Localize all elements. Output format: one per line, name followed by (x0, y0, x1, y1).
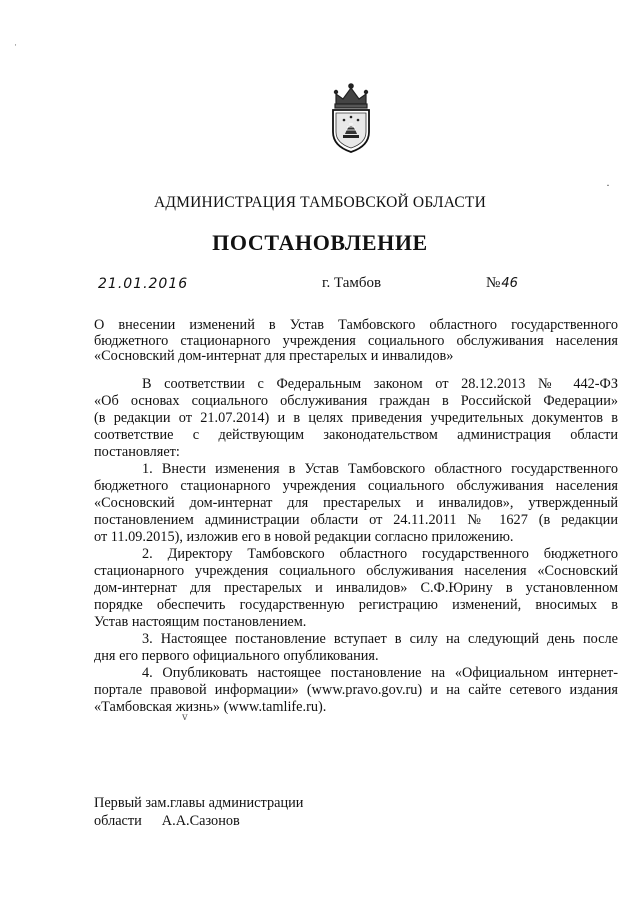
subject-line: бюджетного стационарного учреждения социального обслуживания населения (94, 332, 618, 349)
body-line: бюджетного стационарного учреждения социального обслуживания населения (94, 478, 618, 494)
body-line: Устав настоящим постановлением. (94, 614, 307, 630)
body-line: 3. Настоящее постановление вступает в силу на следующий день после (142, 631, 618, 647)
body-line: соответствие с действующим законодательством администрация области (94, 427, 618, 443)
document-type: ПОСТАНОВЛЕНИЕ (212, 230, 428, 255)
body-line: 4. Опубликовать настоящее постановление на «Официальном интернет- (142, 665, 618, 681)
body-line: В соответствии с Федеральным законом от 28.12.2013 № 442-ФЗ (142, 376, 618, 392)
document-number (486, 275, 518, 292)
edge-mark: · (606, 178, 610, 192)
margin-mark: · (14, 40, 17, 50)
body-line: от 11.09.2015), изложив его в новой редакции согласно приложению. (94, 529, 514, 545)
body-line: портале правовой информации» (www.pravo.gov.ru) и на сайте сетевого издания (94, 682, 618, 698)
signatory-title: Первый зам.главы администрации (94, 795, 304, 811)
subject-line: «Сосновский дом-интернат для престарелых и инвалидов» (94, 348, 454, 364)
body-line: «Сосновский дом-интернат для престарелых и инвалидов», утвержденный (94, 495, 618, 511)
signatory-name: А.А.Сазонов (161, 813, 240, 829)
scan-smudge: ⅴ (182, 712, 188, 723)
agency-name: АДМИНИСТРАЦИЯ ТАМБОВСКОЙ ОБЛАСТИ (154, 194, 486, 211)
subject-line: О внесении изменений в Устав Тамбовского областного государственного (94, 317, 618, 333)
signatory-line (94, 813, 240, 830)
body-line: постановлением администрации области от 24.11.2011 № 1627 (в редакции (94, 512, 618, 528)
body-line: дня его первого официального опубликования. (94, 648, 379, 664)
document-subject (94, 318, 618, 365)
body-line: «Об основах социального обслуживания граждан в Российской Федерации» (94, 393, 618, 409)
body-line: «Тамбовская жизнь» (www.tamlife.ru). (94, 699, 327, 715)
number-value: 46 (501, 276, 518, 291)
body-line: стационарного учреждения социального обслуживания населения «Сосновский (94, 563, 618, 579)
document-body (94, 376, 618, 716)
number-sign: № (486, 275, 501, 291)
signatory-region: области (94, 813, 142, 829)
body-line: порядке обеспечить государственную регистрацию изменений, вносимых в (94, 597, 618, 613)
coat-of-arms-icon (326, 82, 376, 154)
body-line: 2. Директору Тамбовского областного государственного бюджетного (142, 546, 618, 562)
document-date: 21.01.2016 (98, 276, 189, 292)
body-line: (в редакции от 21.07.2014) и в целях приведения учредительных документов в (94, 410, 618, 426)
body-line: 1. Внести изменения в Устав Тамбовского областного государственного (142, 461, 618, 477)
body-line: дом-интернат для престарелых и инвалидов» С.Ф.Юрину в установленном (94, 580, 618, 596)
document-city: г. Тамбов (322, 275, 382, 291)
body-line: постановляет: (94, 444, 180, 460)
